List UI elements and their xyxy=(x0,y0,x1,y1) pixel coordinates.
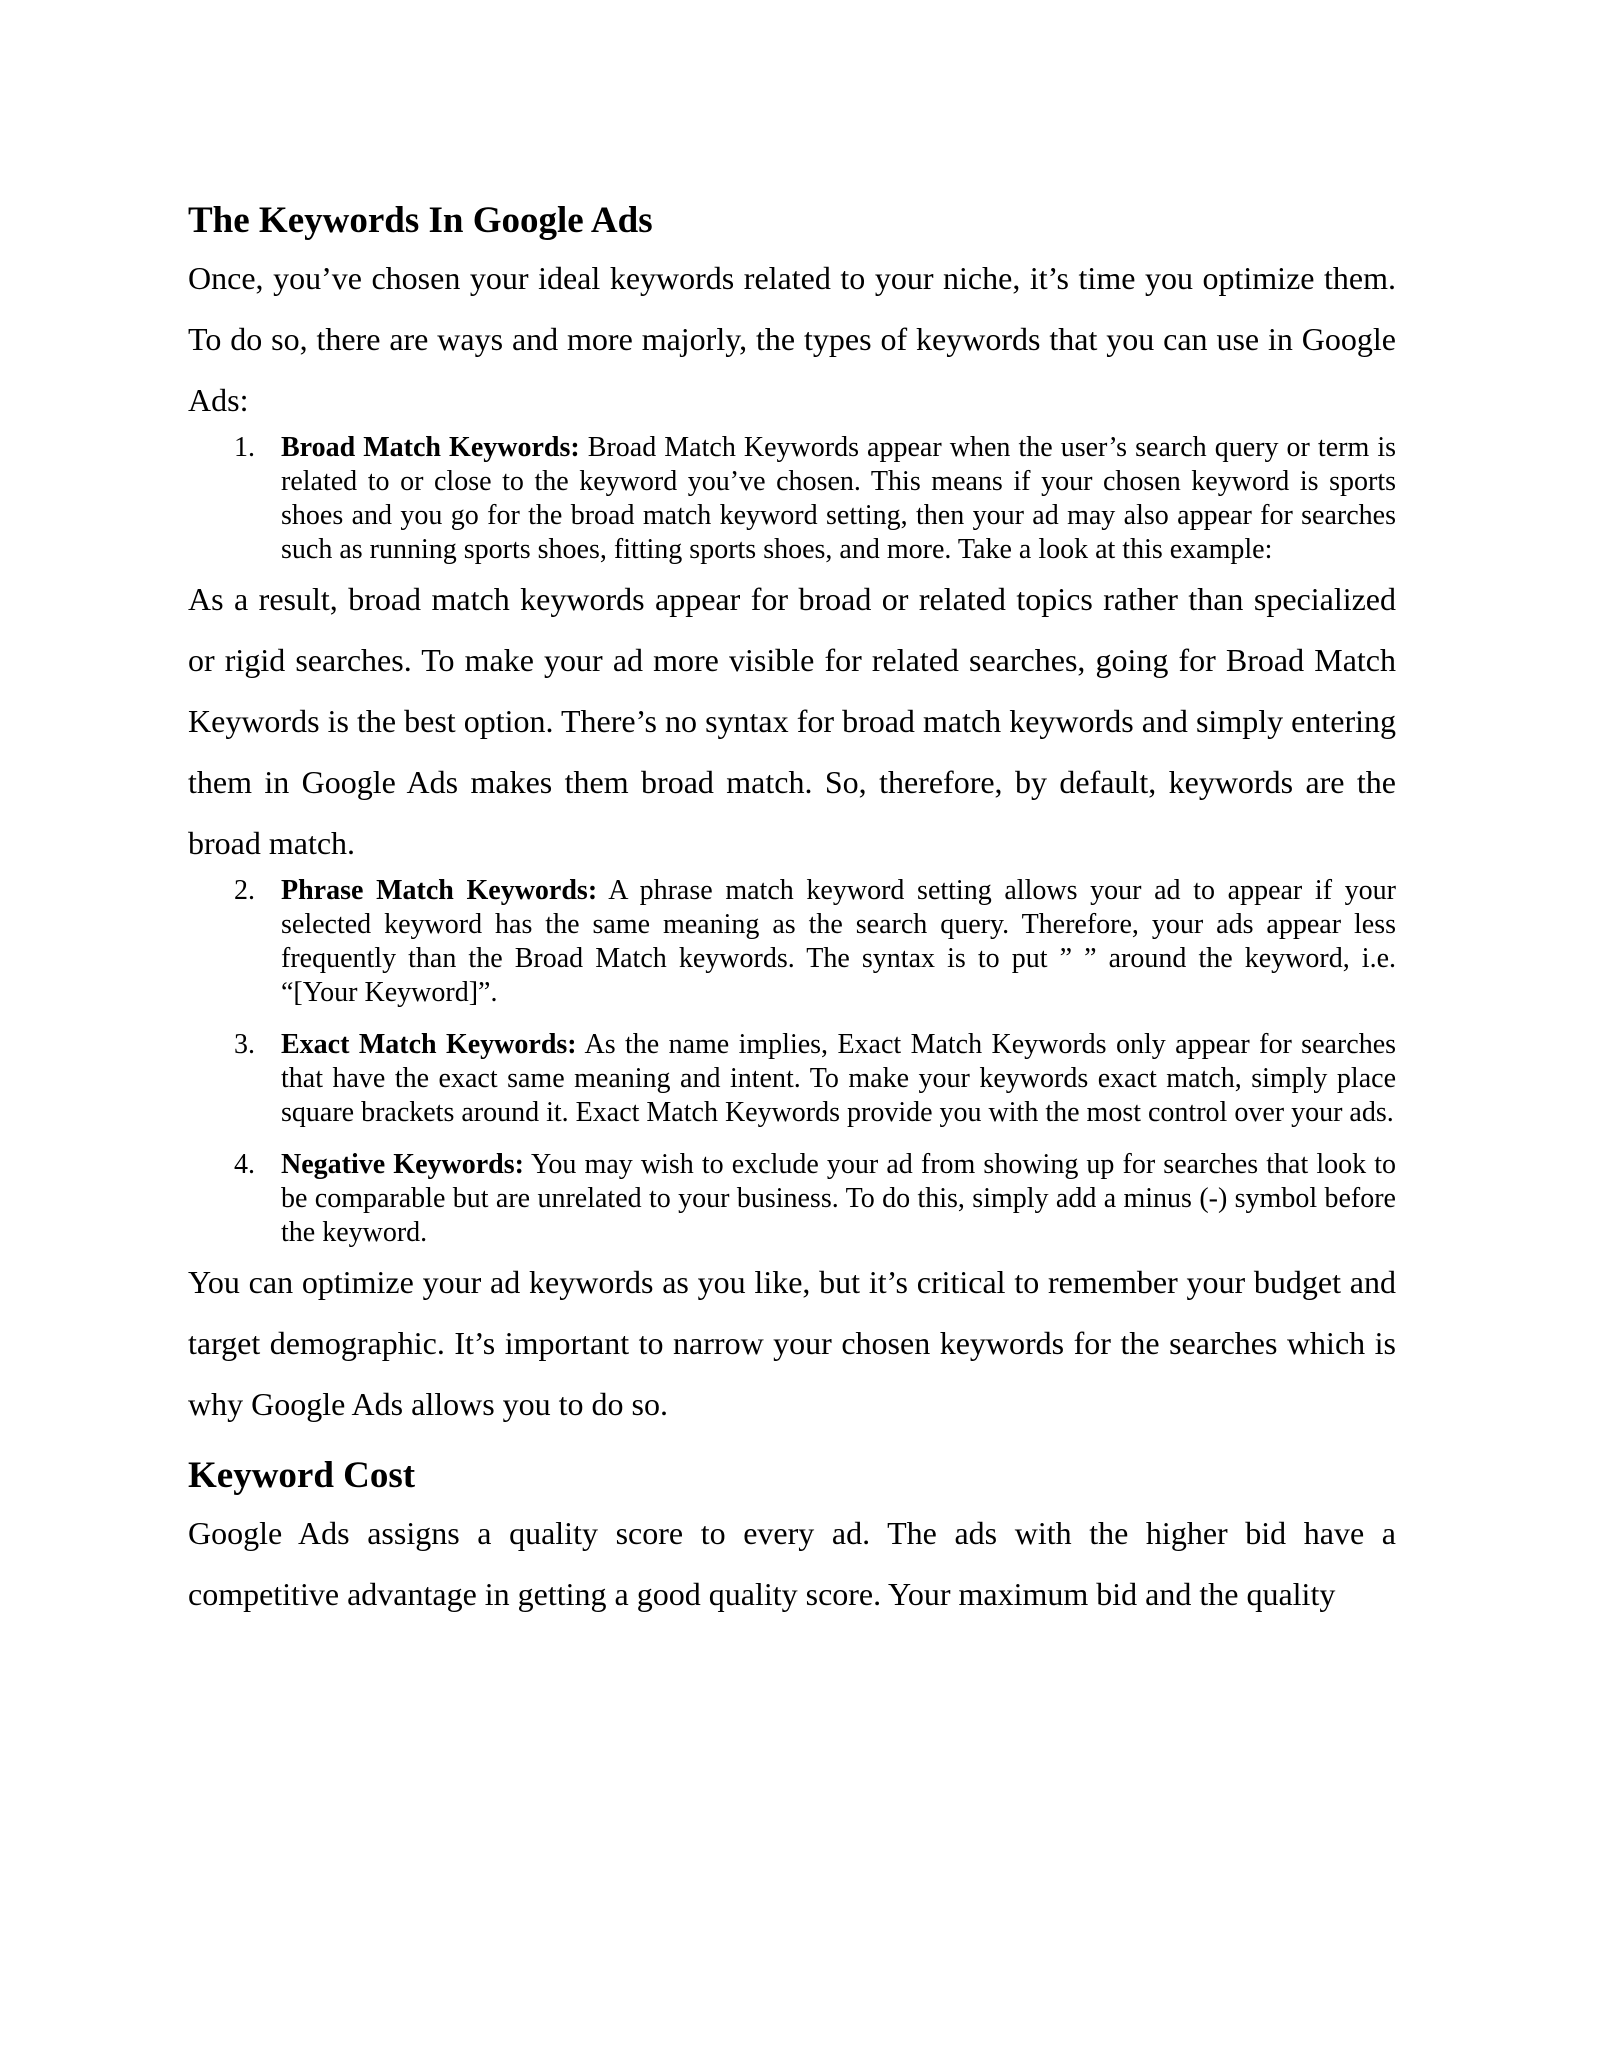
list-item-label: Phrase Match Keywords: xyxy=(281,875,598,906)
keyword-type-list-2 xyxy=(188,874,1396,1250)
list-item-number: 4. xyxy=(234,1149,255,1180)
list-item-label: Negative Keywords: xyxy=(281,1149,524,1180)
list-item-label: Exact Match Keywords: xyxy=(281,1029,577,1060)
list-item-number: 2. xyxy=(234,875,255,906)
list-item-text: You may wish to exclude your ad from showing up for searches that look to be comparable but are unrelated to your business. To do this, simply add a minus (-) symbol before the keyword. xyxy=(281,1149,1396,1248)
keyword-type-list-1 xyxy=(188,431,1396,567)
list-item-label: Broad Match Keywords: xyxy=(281,432,580,463)
page-content xyxy=(188,196,1396,1625)
list-item-broad-match xyxy=(188,431,1396,567)
list-item-phrase-match xyxy=(188,874,1396,1010)
list-item-negative-keywords xyxy=(188,1148,1396,1250)
list-item-exact-match xyxy=(188,1028,1396,1130)
intro-paragraph: Once, you’ve chosen your ideal keywords related to your niche, it’s time you optimize them. To do so, there are ways and more majorly, the types of keywords that you can use in Google Ads: xyxy=(188,260,1396,418)
broad-result-paragraph: As a result, broad match keywords appear for broad or related topics rather than specialized or rigid searches. To make your ad more visible for related searches, going for Broad Match Keywords is the best option. There’s no syntax for broad match keywords and simply entering them in Google Ads makes them broad match. So, therefore, by default, keywords are the broad match. xyxy=(188,581,1396,861)
section-heading-keywords: The Keywords In Google Ads xyxy=(188,200,653,241)
list-item-number: 1. xyxy=(234,432,255,463)
optimize-paragraph: You can optimize your ad keywords as you like, but it’s critical to remember your budget and target demographic. It’s important to narrow your chosen keywords for the searches which is why Google Ads allows you to do so. xyxy=(188,1264,1396,1422)
list-item-number: 3. xyxy=(234,1029,255,1060)
keyword-cost-section xyxy=(188,1451,1396,1625)
section-heading-keyword-cost: Keyword Cost xyxy=(188,1455,416,1496)
keyword-cost-paragraph: Google Ads assigns a quality score to every ad. The ads with the higher bid have a competitive advantage in getting a good quality score. Your maximum bid and the quality xyxy=(188,1515,1396,1612)
list-item-text: Broad Match Keywords appear when the user’s search query or term is related to or close to the keyword you’ve chosen. This means if your chosen keyword is sports shoes and you go for the broad match keyword setting, then your ad may also appear for searches such as running sports shoes, fitting sports shoes, and more. Take a look at this example: xyxy=(281,432,1396,565)
list-item-text: As the name implies, Exact Match Keywords only appear for searches that have the exact same meaning and intent. To make your keywords exact match, simply place square brackets around it. Exact Match Keywords provide you with the most control over your ads. xyxy=(281,1029,1397,1128)
list-item-text: A phrase match keyword setting allows your ad to appear if your selected keyword has the same meaning as the search query. Therefore, your ads appear less frequently than the Broad Match keywords. The syntax is to put ” ” around the keyword, i.e. “[Your Keyword]”. xyxy=(281,875,1396,1008)
